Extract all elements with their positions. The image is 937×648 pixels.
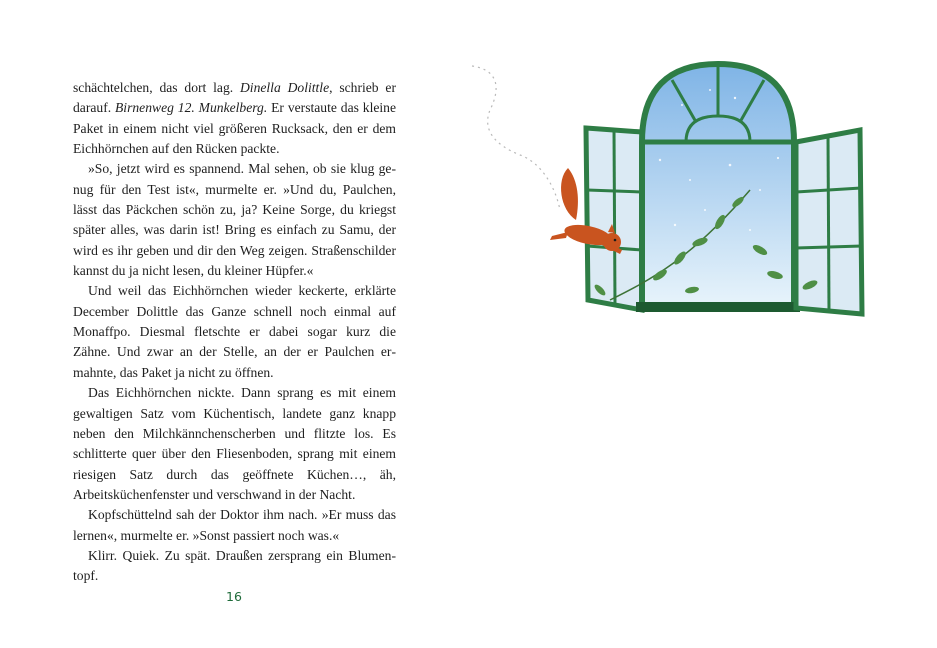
paragraph bbox=[73, 505, 396, 546]
window-squirrel-illustration bbox=[460, 50, 880, 340]
text-segment: schächtelchen, das dort lag. bbox=[73, 80, 240, 95]
text-segment: Und weil das Eichhörnchen wieder keckerte, erklärte December Dolittle das Ganze schnell noch einmal auf Monaffpo. Diesmal fletschte er dabei sogar kurz die Zähne. Und zwar an der Stelle, an der er Paulchen ermahnte, das Paket ja nicht zu öffnen. bbox=[73, 283, 396, 380]
italic-text: Dinella Dolittle bbox=[239, 80, 330, 95]
jump-trail bbox=[472, 66, 560, 210]
body-text bbox=[73, 78, 396, 587]
text-segment: »So, jetzt wird es spannend. Mal sehen, ob sie klug genug für den Test ist«, murmelte er. »Und du, Paulchen, lässt das Päckchen schön zu, ja? Keine Sorge, du kriegst später alles, was darin ist! Bring es einfach zu Samu, der wird es ihr geben und dir den Weg zeigen. Straßenschilder kannst du ja nicht lesen, du kleiner Hüpfer.« bbox=[73, 161, 396, 279]
page-number: 16 bbox=[226, 589, 242, 604]
paragraph bbox=[73, 281, 396, 383]
text-segment: Kopfschüttelnd sah der Doktor ihm nach. »Er muss das lernen«, murmelte er. »Sonst passiert noch was.« bbox=[73, 507, 396, 543]
text-segment: , schrieb er darauf. bbox=[73, 80, 396, 116]
text-segment: Er verstaute das kleine Paket in einem nicht viel größeren Rucksack, den er dem Eichhörnchen auf den Rücken packte. bbox=[73, 100, 396, 157]
left-shutter bbox=[586, 128, 642, 310]
paragraph bbox=[73, 383, 396, 505]
paragraph bbox=[73, 78, 396, 159]
italic-text: Birnenweg 12. Munkelberg. bbox=[115, 100, 268, 116]
paragraph bbox=[73, 159, 396, 281]
paragraph bbox=[73, 546, 396, 587]
text-segment: Klirr. Quiek. Zu spät. Draußen zersprang ein Blumentopf. bbox=[73, 547, 396, 584]
text-segment: Das Eichhörnchen nickte. Dann sprang es mit einem gewaltigen Satz vom Küchentisch, landete ganz knapp neben den Milchkännchenscherben und flitzte los. Es schlitterte quer über den Fliesenboden, sprang mit einem riesigen Satz durch das geöffnete Küchen…, äh, Arbeitsküchenfenster und verschwand in der Nacht. bbox=[73, 385, 396, 502]
